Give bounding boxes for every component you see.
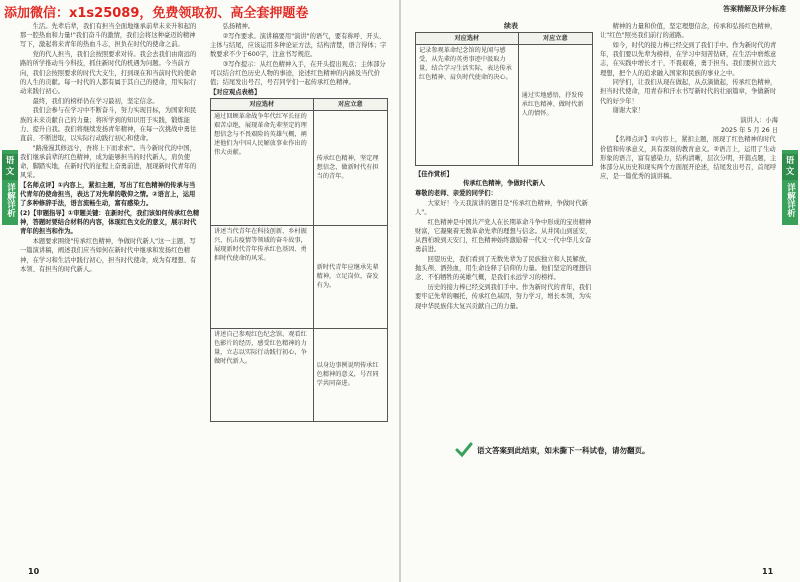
paragraph: ②写作要求。演讲稿要用"演讲"的语气，要有称呼、开头、主体与结尾，应该运用多种论证方法，结构清楚，语言得体；字数要求不少于600字，注意书写规范。 bbox=[210, 32, 387, 59]
paragraph: 我们会参与在学习中不断奋斗，努力实现目标，为国家和民族的未来贡献自己的力量；将所学到的知识用于实践，锻炼能力、提升自我。我们将继续发扬青年精神，在每一次挑战中勇往直前、不断进取，以实际行动践行初心和使命。 bbox=[20, 107, 197, 142]
checkmark-icon bbox=[455, 442, 473, 458]
left-column-2 bbox=[210, 22, 388, 557]
review-guide: (2)【审题指导】①审题关键：在新时代，我们该如何传承红色精神，答题时要结合材料的内容，体现红色文化的意义，展示时代青年的担当和作为。 bbox=[20, 210, 200, 236]
table-row bbox=[211, 328, 388, 421]
end-note-text: 语文答案到此结束，如未撕下一科试卷，请勿翻页。 bbox=[477, 445, 650, 455]
sample-title: 传承红色精神，争做时代新人 bbox=[463, 180, 545, 188]
table-row bbox=[211, 225, 388, 328]
speaker-line: 演讲人：小海 bbox=[740, 117, 778, 125]
paragraph: "路漫漫其修远兮，吾将上下而求索"。当今新时代的中国，我们继承前辈的红色精神，成为能够担当的时代新人，肩负使命，脚踏实地，在新时代的征程上奋勇前进，展现新时代青年的风采。 bbox=[20, 144, 197, 180]
table-header: 对应选材 bbox=[211, 98, 314, 110]
table-cell: 新时代青年应继承先辈精神，立足岗位，奋发有为。 bbox=[313, 225, 387, 328]
subject-side-tab-right bbox=[782, 150, 798, 225]
paragraph: ③写作提示：从红色精神入手，在开头提出观点；主体部分可以结合红色历史人物的事迹，论述红色精神的内涵及当代价值；结尾发出号召，号召同学们一起传承红色精神。 bbox=[210, 60, 386, 87]
page-number-right: 11 bbox=[762, 567, 774, 576]
greeting: 尊敬的老师、亲爱的同学们： bbox=[415, 190, 497, 198]
paragraph: 回望历史，我们看到了无数先辈为了民族独立和人民解放，抛头颅、洒热血，用生命诠释了信仰的力量。他们坚定的理想信念、不怕牺牲的英雄气概，是我们永远学习的榜样。 bbox=[415, 256, 592, 282]
paragraph: 本题要求围绕"传承红色精神，争做时代新人"这一主题，写一篇演讲稿，阐述我们应当如何在新时代中继承和发扬红色精神，在学习和生活中践行初心，担当时代使命，成为有理想、有本领、有担当的时代新人。 bbox=[20, 238, 197, 273]
table-heading: 【对应观点表格】 bbox=[210, 88, 261, 96]
subject-side-tab bbox=[2, 150, 18, 225]
paragraph: 精神的力量和价值，坚定理想信念，传承和弘扬红色精神，让"红色"照亮我们前行的道路。 bbox=[600, 23, 777, 40]
watermark-text: 添加微信：x1s25089，免费领取初、高全套押题卷 bbox=[4, 6, 309, 21]
table-cell: 传承红色精神，坚定理想信念，做新时代有担当的青年。 bbox=[313, 110, 387, 225]
table-header-row bbox=[416, 32, 593, 44]
table-caption: 续表 bbox=[504, 22, 518, 30]
running-header: 答案精解及评分标准 bbox=[723, 5, 786, 13]
table-cell: 记录参观革命纪念馆的见闻与感受，从先辈的英勇事迹中汲取力量，结合学习生活实际，表达传承红色精神、肩负时代使命的决心。 bbox=[416, 44, 519, 165]
paragraph: 弘扬精神。 bbox=[222, 23, 255, 30]
date-line: 2025 年 5 月 26 日 bbox=[721, 126, 778, 134]
material-table bbox=[210, 98, 388, 422]
paragraph: 同学们，让我们从现在做起，从点滴做起，传承红色精神，担当时代使命，用青春和汗水书写新时代的壮丽篇章，争做新时代的好少年！ bbox=[600, 79, 777, 105]
table-cell: 讲述自己参观红色纪念馆、观看红色影片的经历，感受红色精神的力量，立志以实际行动践行初心，争做时代新人。 bbox=[211, 328, 314, 421]
paragraph: 党的代人担当，我们会按照要求对待。我会去我们由南远的路的所学推动当今科技，抓住新时代的机遇为问题。今当前方向，我们会按照要求的时代大支生，打到现在和当前时代的使命的人生的贡献。每一时代的人都有属于其自己的使命，用实际行动来践行初心。 bbox=[20, 51, 197, 95]
table-cell: 讲述当代青年在科技创新、乡村振兴、抗击疫情等领域的奋斗故事，展现新时代青年传承红色基因、勇担时代使命的风采。 bbox=[211, 225, 314, 328]
subject-label: 语文 bbox=[782, 154, 798, 180]
table-cell: 以身边事例说明传承红色精神的意义，号召同学共同奋进。 bbox=[313, 328, 387, 421]
table-cell: 通过实地感悟，抒发传承红色精神、做时代新人的情怀。 bbox=[518, 44, 592, 165]
paragraph: 如今，时代的接力棒已经交到了我们手中。作为新时代的青年，我们要以先辈为榜样，在学习中刻苦钻研，在生活中磨炼意志，在实践中增长才干，不畏艰难，勇于担当。我们要树立远大理想，把个人的追求融入国家和民族的事业之中。 bbox=[600, 41, 777, 77]
end-note bbox=[455, 441, 715, 459]
paragraph: 生活。先辈后辈，我们有担当全面地继承前辈未来升和起的那一腔热血和力量!"我们奋斗的激情，我们会将这种豪迈的精神写下，激起将来青年的热血斗志，担负在时代的使命之前。 bbox=[20, 23, 197, 49]
material-table-continued bbox=[415, 32, 593, 166]
paragraph: 最终，我们的榜样仍在学习最初，坚定信念。 bbox=[32, 97, 159, 105]
paragraph: 大家好！今天我演讲的题目是"传承红色精神，争做时代新人"。 bbox=[415, 199, 588, 217]
paragraph: 红色精神是中国共产党人在长期革命斗争中形成的宝贵精神财富，它凝聚着无数革命先辈的理想与信念。从井冈山到延安，从西柏坡到天安门，红色精神始终激励着一代又一代中华儿女奋勇前进。 bbox=[415, 218, 592, 254]
paragraph: 谢谢大家！ bbox=[612, 107, 645, 115]
sample-label: 【佳作赏析】 bbox=[415, 170, 453, 178]
table-cell: 通过回顾革命战争年代红军长征的艰苦卓绝，展现革命先辈坚定的理想信念与不畏艰险的英雄气概，阐述他们为中国人民解放事业作出的伟大贡献。 bbox=[211, 110, 314, 225]
section-label: 详解详析 bbox=[5, 183, 16, 217]
table-row bbox=[211, 110, 388, 225]
table-header: 对应选材 bbox=[416, 32, 519, 44]
table-row bbox=[416, 44, 593, 165]
left-column-1 bbox=[20, 22, 201, 557]
review-note: 【名师点评】①内容上，紧扣主题，展现了红色精神的时代价值和传承意义，具有深刻的教育意义。②语言上，运用了生动形象的语言，富有感染力，结构清晰，层次分明，开篇点题，主体部分从历史和现实两个方面展开论述，结尾发出号召，首尾呼应，是一篇优秀的演讲稿。 bbox=[600, 136, 777, 181]
review-note: 【名师点评】①内容上，紧扣主题，写出了红色精神的传承与当代青年的使命担当，表达了对先辈的敬仰之情。②语言上，运用了多种修辞手法，语言流畅生动，富有感染力。 bbox=[20, 181, 196, 208]
page-number-left: 10 bbox=[28, 567, 40, 576]
table-header-row bbox=[211, 98, 388, 110]
right-column-1 bbox=[415, 22, 593, 437]
section-label: 详解详析 bbox=[785, 183, 796, 217]
table-header: 对应立意 bbox=[313, 98, 387, 110]
table-header: 对应立意 bbox=[518, 32, 592, 44]
paragraph: 历史的接力棒已经交到我们手中。作为新时代的青年，我们要牢记先辈的嘱托，传承红色基因，努力学习，增长本领，为实现中华民族伟大复兴贡献自己的力量。 bbox=[415, 284, 592, 310]
right-column-2 bbox=[600, 22, 778, 437]
subject-label: 语文 bbox=[2, 154, 18, 180]
